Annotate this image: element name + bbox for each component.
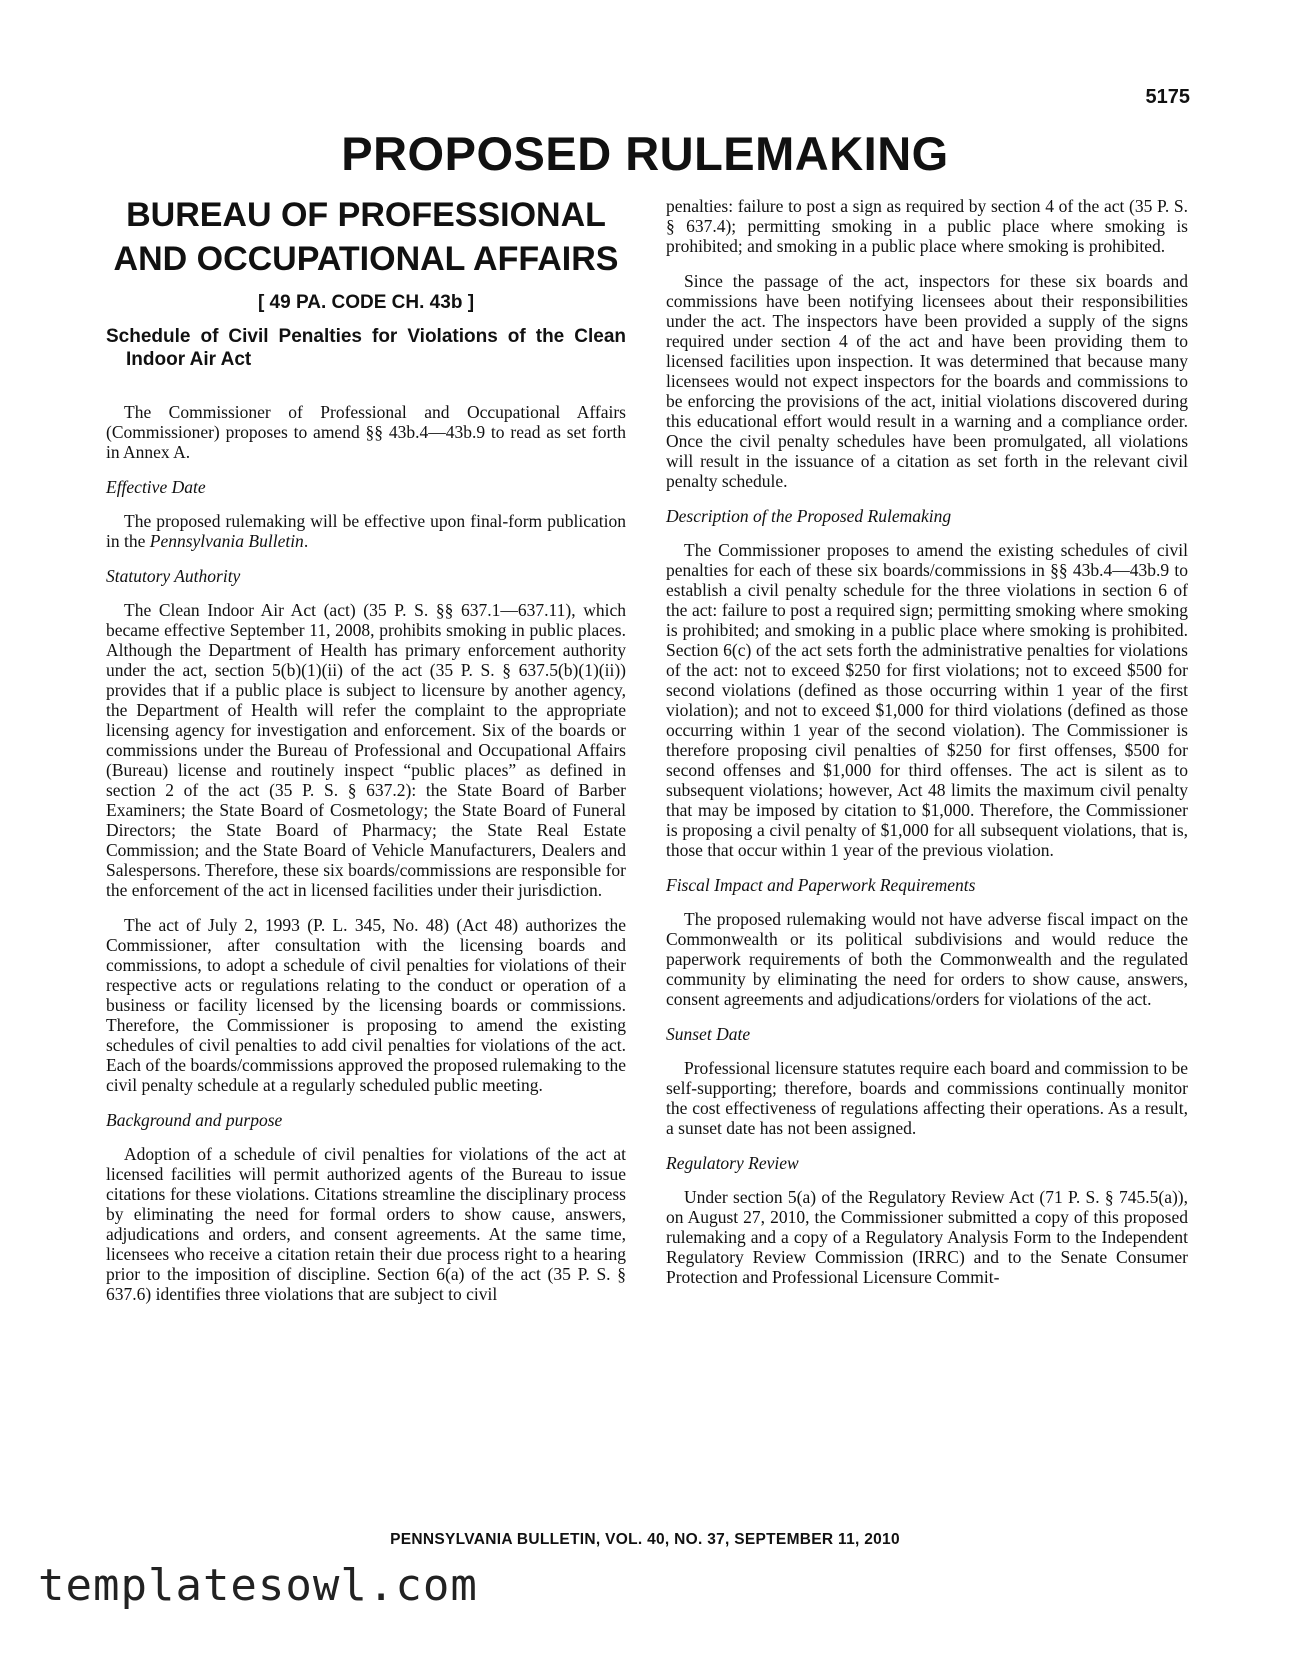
background-paragraph-2: Since the passage of the act, inspectors for these six boards and commissions have been notifying licensees about their responsibilities under the act. The inspectors have been provided a supply of the signs required under section 4 of the act and have been providing them to licensed facilities upon inspection. It was determined that because many licensees would not expect inspectors for the boards and commissions to be enforcing the provisions of the act, initial violations discovered during this educational effort would result in a warning and a compliance order. Once the civil penalty schedules have been promulgated, all violations will result in the issuance of a citation as set forth in the relevant civil penalty schedule. [666,271,1188,491]
publication-name: Pennsylvania Bulletin [149,531,304,551]
statutory-authority-paragraph-1: The Clean Indoor Air Act (act) (35 P. S. §§ 637.1—637.11), which became effective September 11, 2008, prohibits smoking in public places. Although the Department of Health has primary enforcement authority under the act, section 5(b)(1)(ii) of the act (35 P. S. § 637.5(b)(1)(ii)) provides that if a public place is subject to licensure by another agency, the Department of Health will refer the complaint to the appropriate licensing agency for investigation and enforcement. Six of the boards or commissions under the Bureau of Professional and Occupational Affairs (Bureau) license and routinely inspect “public places” as defined in section 2 of the act (35 P. S. § 637.2): the State Board of Barber Examiners; the State Board of Cosmetology; the State Board of Funeral Directors; the State Board of Pharmacy; the State Real Estate Commission; and the State Board of Vehicle Manufacturers, Dealers and Salespersons. Therefore, these six boards/commissions are responsible for the enforcement of the act in licensed facilities under their jurisdiction. [106,600,626,900]
fiscal-impact-paragraph: The proposed rulemaking would not have adverse fiscal impact on the Commonwealth or its political subdivisions and would reduce the paperwork requirements of both the Commonwealth and the regulated community by eliminating the need for orders to show cause, answers, consent agreements and adjudications/orders for violations of the act. [666,909,1188,1009]
effective-date-heading: Effective Date [106,477,206,497]
left-column [106,193,626,1304]
background-paragraph-1: Adoption of a schedule of civil penalties for violations of the act at licensed facilities will permit authorized agents of the Bureau to issue citations for these violations. Citations streamline the disciplinary process by eliminating the need for formal orders to show cause, answers, adjudications and orders, and consent agreements. At the same time, licensees who receive a citation retain their due process right to a hearing prior to the imposition of discipline. Section 6(a) of the act (35 P. S. § 637.6) identifies three violations that are subject to civil [106,1144,626,1304]
code-citation: [ 49 PA. CODE CH. 43b ] [257,292,475,313]
page-number: 5175 [1145,86,1190,108]
bulletin-footer: PENNSYLVANIA BULLETIN, VOL. 40, NO. 37, SEPTEMBER 11, 2010 [390,1531,900,1548]
fiscal-impact-heading: Fiscal Impact and Paperwork Requirements [666,875,976,895]
regulatory-review-heading: Regulatory Review [666,1153,799,1173]
sunset-date-heading: Sunset Date [666,1024,751,1044]
agency-name: BUREAU OF PROFESSIONAL AND OCCUPATIONAL AFFAIRS [113,196,619,278]
background-paragraph-1-continued: penalties: failure to post a sign as required by section 4 of the act (35 P. S. § 637.4); permitting smoking in a public place where smoking is prohibited; and smoking in a public place where smoking is prohibited. [666,196,1188,256]
statutory-authority-paragraph-2: The act of July 2, 1993 (P. L. 345, No. 48) (Act 48) authorizes the Commissioner, after consultation with the licensing boards and commissions, to adopt a schedule of civil penalties for violations of their respective acts or regulations relating to the conduct or operation of a business or facility licensed by the licensing boards or commissions. Therefore, the Commissioner is proposing to amend the existing schedules of civil penalties to add civil penalties for violations of the act. Each of the boards/commissions approved the proposed rulemaking to the civil penalty schedule at a regularly scheduled public meeting. [106,915,626,1095]
statutory-authority-heading: Statutory Authority [106,566,241,586]
background-heading: Background and purpose [106,1110,283,1130]
section-title: PROPOSED RULEMAKING [341,127,949,180]
right-column [666,196,1188,1302]
regulatory-review-paragraph: Under section 5(a) of the Regulatory Review Act (71 P. S. § 745.5(a)), on August 27, 2010, the Commissioner submitted a copy of this proposed rulemaking and a copy of a Regulatory Analysis Form to the Independent Regulatory Review Commission (IRRC) and to the Senate Consumer Protection and Professional Licensure Commit- [666,1187,1188,1287]
watermark: templatesowl.com [38,1560,478,1611]
rulemaking-subject: Schedule of Civil Penalties for Violations of the Clean Indoor Air Act [106,326,626,370]
description-paragraph: The Commissioner proposes to amend the existing schedules of civil penalties for each of these six boards/commissions in §§ 43b.4—43b.9 to establish a civil penalty schedule for the three violations in section 6 of the act: failure to post a required sign; permitting smoking where smoking is prohibited; and smoking in a public place where smoking is prohibited. Section 6(c) of the act sets forth the administrative penalties for violations of the act: not to exceed $250 for first violations; not to exceed $500 for second violations (defined as those occurring within 1 year of the first violation); and not to exceed $1,000 for third violations (defined as those occurring within 1 year of the second violation). The Commissioner is therefore proposing civil penalties of $250 for first offenses, $500 for second offenses and $1,000 for third offenses. The act is silent as to subsequent violations; however, Act 48 limits the maximum civil penalty that may be imposed by citation to $1,000. Therefore, the Commissioner is proposing a civil penalty of $1,000 for all subsequent violations, that is, those that occur within 1 year of the previous violation. [666,540,1188,860]
intro-paragraph: The Commissioner of Professional and Occupational Affairs (Commissioner) proposes to amend §§ 43b.4—43b.9 to read as set forth in Annex A. [106,402,626,462]
description-heading: Description of the Proposed Rulemaking [666,506,952,526]
effective-date-paragraph: The proposed rulemaking will be effective upon final-form publication in the Pennsylvania Bulletin. [106,511,626,551]
sunset-date-paragraph: Professional licensure statutes require each board and commission to be self-supporting; therefore, boards and commissions continually monitor the cost effectiveness of regulations affecting their operations. As a result, a sunset date has not been assigned. [666,1058,1188,1138]
